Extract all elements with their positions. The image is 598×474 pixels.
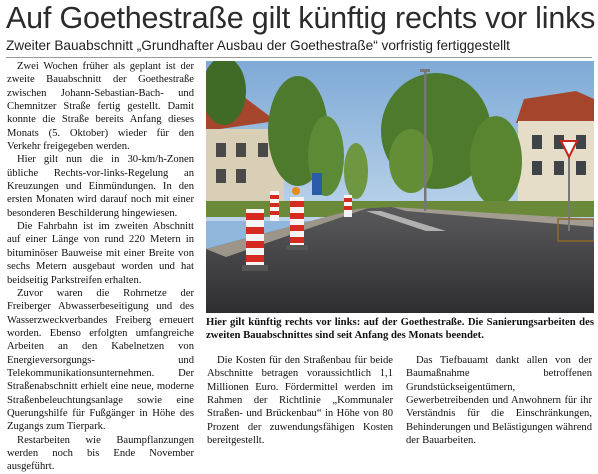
article-left-column — [7, 60, 194, 474]
paragraph: Restarbeiten wie Baumpflanzungen werden noch bis Ende November ausgeführt. — [7, 434, 194, 473]
tree — [470, 116, 522, 206]
header-rule — [6, 57, 592, 58]
road — [206, 207, 594, 313]
barrier — [344, 195, 352, 217]
paragraph: Die Fahrbahn ist im zweiten Abschnitt auf einer Länge von rund 220 Metern in bituminöser Bauweise mit einer Breite von sechs Metern ausgebaut worden und hat beidseitig Parkstreifen erhalten. — [7, 221, 194, 286]
street-photo-illustration — [206, 61, 594, 313]
tree — [344, 143, 368, 199]
blue-sign — [312, 173, 322, 195]
paragraph: Die Kosten für den Straßenbau für beide Abschnitte betragen voraussichtlich 1,1 Millionen Euro. Fördermittel werden im Rahmen der Richtlinie „Kommunaler Straßen- und Brückenbau“ in Höhe von 80 Prozent der zuwendungsfähigen Kosten bereitgestellt. — [207, 355, 393, 447]
photo-caption: Hier gilt künftig rechts vor links: auf der Goethestraße. Die Sanierungsarbeiten des zweiten Bauabschnittes sind seit Anfang des Monats beendet. — [206, 316, 594, 342]
street-lamp — [424, 71, 427, 211]
paragraph: Das Tiefbauamt dankt allen von der Baumaßnahme betroffenen Grundstückseigentümern, Gewerbetreibenden und Anwohnern für ihr Verständnis für die Einschränkungen, Behinderungen und Belästigungen während der Bauarbeiten. — [406, 355, 592, 447]
article-bottom-column-1 — [207, 354, 393, 447]
headline: Auf Goethestraße gilt künftig rechts vor links — [6, 1, 596, 35]
article-bottom-column-2 — [406, 354, 592, 447]
paragraph: Zwei Wochen früher als geplant ist der zweite Bauabschnitt der Goethestraße zwischen Johann-Sebastian-Bach- und Chemnitzer Straße fertig gestellt. Damit konnte die Straße bereits Anfang dieses Monats (5. Oktober) wieder für den Verkehr freigegeben werden. — [7, 61, 194, 153]
paragraph: Zuvor waren die Rohrnetze der Freiberger Abwasserbeseitigung und des Wasserzweckverbandes Freiberg erneuert worden. Ebenso erfolgten umfangreiche Arbeiten an den Kabelnetzen von Energieversorgungs- und Telekommunikationsunternehmen. Der Straßenabschnitt erhielt eine neue, moderne Straßenbeleuchtungsanlage sowie eine Querungshilfe für Fußgänger in Höhe des Zugangs zum Tierpark. — [7, 287, 194, 433]
street-photo — [206, 61, 594, 313]
barrier — [270, 191, 279, 221]
paragraph: Hier gilt nun die in 30-km/h-Zonen übliche Rechts-vor-links-Regelung an Kreuzungen und Einmündungen. In den ersten Monaten wird darauf noch mit einer besonderen Beschilderung hingewiesen. — [7, 154, 194, 219]
subheadline: Zweiter Bauabschnitt „Grundhafter Ausbau der Goethestraße“ vorfristig fertiggestellt — [6, 38, 510, 53]
